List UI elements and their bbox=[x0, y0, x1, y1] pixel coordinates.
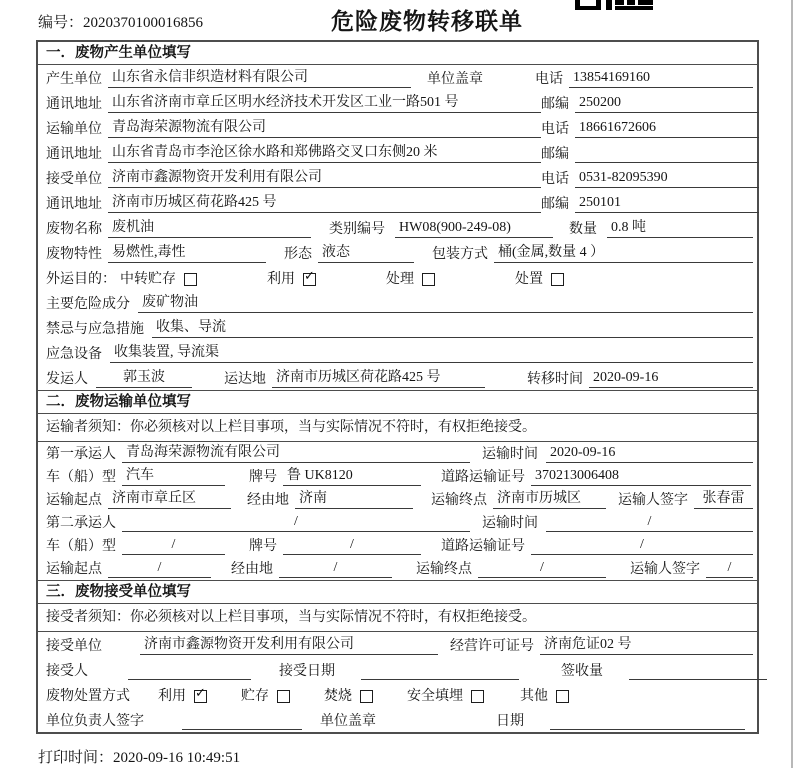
route-row bbox=[38, 488, 757, 511]
transfer-time-field: 2020-09-16 bbox=[589, 368, 753, 388]
license-label: 经营许可证号 bbox=[450, 639, 534, 654]
unit-seal-label: 单位盖章 bbox=[320, 714, 376, 729]
disposal-option-store bbox=[241, 686, 290, 707]
transporter-notice: 运输者须知：你必须核对以上栏目事项，当与实际情况不符时，有权拒绝接受。 bbox=[38, 414, 757, 442]
phone-field: 0531-82095390 bbox=[575, 168, 759, 188]
transfer-time-label: 转移时间 bbox=[527, 372, 583, 387]
unit-seal-label: 单位盖章 bbox=[427, 72, 483, 87]
serial-value: 2020370100016856 bbox=[83, 15, 204, 31]
date-label: 日期 bbox=[496, 714, 524, 729]
purpose-option-dispose bbox=[515, 269, 564, 290]
receiver-field: 济南市鑫源物资开发利用有限公司 bbox=[108, 168, 541, 188]
section3-header: 三．废物接受单位填写 bbox=[38, 581, 757, 604]
receiver-row bbox=[38, 165, 757, 190]
hazard-label: 主要危险成分 bbox=[46, 297, 130, 312]
producer-address-row bbox=[38, 90, 757, 115]
form-field: 液态 bbox=[318, 243, 414, 263]
section-producer bbox=[38, 42, 757, 390]
carrier-sign-label: 运输人签字 bbox=[618, 493, 688, 508]
origin-field: / bbox=[108, 558, 211, 578]
transporter-address-row bbox=[38, 140, 757, 165]
accept-date-field bbox=[361, 660, 519, 680]
serial-number-line bbox=[38, 11, 203, 32]
zip-label: 邮编 bbox=[541, 197, 569, 212]
receiver-address-row bbox=[38, 190, 757, 215]
carrier-label: 第一承运人 bbox=[46, 447, 116, 462]
receiving-unit-row bbox=[38, 632, 757, 657]
accept-date-label: 接受日期 bbox=[279, 664, 335, 679]
option-label: 焚烧 bbox=[324, 689, 352, 704]
purpose-option-utilize bbox=[267, 269, 316, 290]
receiver-label: 接受单位 bbox=[46, 639, 102, 654]
page-title: 危险废物转移联单 bbox=[331, 9, 523, 34]
plate-label: 牌号 bbox=[249, 539, 277, 554]
producer-row bbox=[38, 65, 757, 90]
transporter-field: 青岛海荣源物流有限公司 bbox=[108, 118, 541, 138]
address-label: 通讯地址 bbox=[46, 197, 102, 212]
producer-field: 山东省永信非织造材料有限公司 bbox=[108, 68, 411, 88]
waste-name-label: 废物名称 bbox=[46, 222, 102, 237]
category-field: HW08(900-249-08) bbox=[395, 218, 553, 238]
section-transporter bbox=[38, 390, 757, 580]
address-label: 通讯地址 bbox=[46, 147, 102, 162]
packaging-field: 桶(金属,数量 4 ） bbox=[494, 243, 753, 263]
vehicle-type-field: / bbox=[122, 535, 225, 555]
option-label: 贮存 bbox=[241, 689, 269, 704]
equipment-field: 收集装置, 导流渠 bbox=[110, 343, 753, 363]
end-field: / bbox=[478, 558, 606, 578]
via-field: 济南 bbox=[295, 489, 413, 509]
transporter-row bbox=[38, 115, 757, 140]
shipper-row bbox=[38, 365, 757, 390]
checkbox-icon bbox=[303, 273, 316, 286]
disposal-method-row bbox=[38, 682, 757, 707]
vehicle-row bbox=[38, 465, 757, 488]
characteristics-field: 易燃性,毒性 bbox=[108, 243, 266, 263]
transporter-label: 运输单位 bbox=[46, 122, 102, 137]
hazard-components-row bbox=[38, 290, 757, 315]
taboo-label: 禁忌与应急措施 bbox=[46, 322, 144, 337]
responsible-sign-field bbox=[182, 710, 302, 730]
disposal-label: 废物处置方式 bbox=[46, 689, 130, 704]
manifest-form-table bbox=[36, 40, 759, 734]
first-carrier-row bbox=[38, 442, 757, 465]
responsible-sign-label: 单位负责人签字 bbox=[46, 714, 144, 729]
carrier-field: 青岛海荣源物流有限公司 bbox=[122, 443, 470, 463]
phone-label: 电话 bbox=[541, 172, 569, 187]
checkbox-icon bbox=[194, 690, 207, 703]
zip-label: 邮编 bbox=[541, 97, 569, 112]
zip-label: 邮编 bbox=[541, 147, 569, 162]
vehicle-row-2 bbox=[38, 534, 757, 557]
receiver-notice: 接受者须知：你必须核对以上栏目事项，当与实际情况不符时，有权拒绝接受。 bbox=[38, 604, 757, 632]
characteristics-label: 废物特性 bbox=[46, 247, 102, 262]
carrier-field: / bbox=[122, 512, 470, 532]
equipment-label: 应急设备 bbox=[46, 347, 102, 362]
road-permit-field: / bbox=[531, 535, 753, 555]
hazard-field: 废矿物油 bbox=[138, 293, 753, 313]
option-label: 处理 bbox=[386, 272, 414, 287]
address-field: 山东省青岛市李沧区徐水路和郑佛路交叉口东侧20 米 bbox=[108, 143, 541, 163]
section1-header: 一．废物产生单位填写 bbox=[38, 42, 757, 65]
option-label: 利用 bbox=[267, 272, 295, 287]
waste-characteristics-row bbox=[38, 240, 757, 265]
print-time-value: 2020-09-16 10:49:51 bbox=[113, 750, 241, 766]
qr-module bbox=[627, 0, 635, 5]
print-time-line bbox=[38, 746, 240, 767]
checkbox-icon bbox=[184, 273, 197, 286]
quantity-field: 0.8 吨 bbox=[607, 218, 753, 238]
purpose-row bbox=[38, 265, 757, 290]
packaging-label: 包装方式 bbox=[432, 247, 488, 262]
address-field: 济南市历城区荷花路425 号 bbox=[108, 193, 541, 213]
checkbox-icon bbox=[556, 690, 569, 703]
serial-label: 编号： bbox=[38, 15, 84, 31]
shipper-label: 发运人 bbox=[46, 372, 88, 387]
via-field: / bbox=[279, 558, 392, 578]
disposal-option-utilize bbox=[158, 686, 207, 707]
emergency-equipment-row bbox=[38, 340, 757, 365]
checkbox-icon bbox=[422, 273, 435, 286]
zip-field: 250101 bbox=[575, 193, 759, 213]
transport-time-field: / bbox=[546, 512, 753, 532]
disposal-option-other bbox=[520, 686, 569, 707]
section2-header: 二．废物运输单位填写 bbox=[38, 391, 757, 414]
producer-label: 产生单位 bbox=[46, 72, 102, 87]
checkbox-icon bbox=[277, 690, 290, 703]
plate-label: 牌号 bbox=[249, 470, 277, 485]
destination-label: 运达地 bbox=[224, 372, 266, 387]
vehicle-type-label: 车（船）型 bbox=[46, 470, 116, 485]
end-field: 济南市历城区 bbox=[493, 489, 606, 509]
zip-field bbox=[575, 143, 759, 163]
vehicle-type-label: 车（船）型 bbox=[46, 539, 116, 554]
plate-field: 鲁 UK8120 bbox=[283, 466, 421, 486]
waste-name-row bbox=[38, 215, 757, 240]
page-edge-line bbox=[791, 0, 793, 768]
responsible-signature-row bbox=[38, 707, 757, 732]
carrier-sign-field: 张春雷 bbox=[694, 489, 753, 509]
acceptor-row bbox=[38, 657, 757, 682]
plate-field: / bbox=[283, 535, 421, 555]
purpose-option-treat bbox=[386, 269, 435, 290]
qr-module bbox=[638, 0, 653, 5]
qr-code-icon bbox=[575, 0, 657, 11]
acceptor-label: 接受人 bbox=[46, 664, 88, 679]
road-permit-field: 370213006408 bbox=[531, 466, 751, 486]
road-permit-label: 道路运输证号 bbox=[441, 539, 525, 554]
phone-label: 电话 bbox=[541, 122, 569, 137]
phone-field: 13854169160 bbox=[569, 68, 753, 88]
phone-field: 18661672606 bbox=[575, 118, 759, 138]
carrier-sign-label: 运输人签字 bbox=[630, 562, 700, 577]
disposal-option-incinerate bbox=[324, 686, 373, 707]
print-time-label: 打印时间： bbox=[38, 750, 114, 766]
date-field bbox=[550, 710, 745, 730]
route-row-2 bbox=[38, 557, 757, 580]
option-label: 利用 bbox=[158, 689, 186, 704]
option-label: 处置 bbox=[515, 272, 543, 287]
checkbox-icon bbox=[551, 273, 564, 286]
destination-field: 济南市历城区荷花路425 号 bbox=[272, 368, 485, 388]
zip-field: 250200 bbox=[575, 93, 759, 113]
taboo-field: 收集、导流 bbox=[152, 318, 753, 338]
option-label: 安全填埋 bbox=[407, 689, 463, 704]
category-label: 类别编号 bbox=[329, 222, 385, 237]
transport-time-label: 运输时间 bbox=[482, 447, 538, 462]
qr-module bbox=[615, 6, 653, 10]
transport-time-label: 运输时间 bbox=[482, 516, 538, 531]
carrier-sign-field: / bbox=[706, 558, 753, 578]
end-label: 运输终点 bbox=[431, 493, 487, 508]
via-label: 经由地 bbox=[231, 562, 273, 577]
emergency-measures-row bbox=[38, 315, 757, 340]
purpose-option-transfer-storage bbox=[120, 269, 197, 290]
address-label: 通讯地址 bbox=[46, 97, 102, 112]
phone-label: 电话 bbox=[535, 72, 563, 87]
disposal-option-landfill bbox=[407, 686, 484, 707]
shipper-field: 郭玉波 bbox=[96, 368, 192, 388]
carrier-label: 第二承运人 bbox=[46, 516, 116, 531]
second-carrier-row bbox=[38, 511, 757, 534]
qr-module bbox=[615, 0, 624, 5]
address-field: 山东省济南市章丘区明水经济技术开发区工业一路501 号 bbox=[108, 93, 541, 113]
section-receiver bbox=[38, 580, 757, 732]
via-label: 经由地 bbox=[247, 493, 289, 508]
purpose-label: 外运目的： bbox=[46, 272, 116, 287]
option-label: 其他 bbox=[520, 689, 548, 704]
license-field: 济南危证02 号 bbox=[540, 635, 753, 655]
origin-field: 济南市章丘区 bbox=[108, 489, 231, 509]
transport-time-field: 2020-09-16 bbox=[546, 443, 753, 463]
qr-module bbox=[606, 0, 612, 10]
vehicle-type-field: 汽车 bbox=[122, 466, 225, 486]
qr-frame-fragment bbox=[575, 0, 601, 10]
option-label: 中转贮存 bbox=[120, 272, 176, 287]
checkbox-icon bbox=[360, 690, 373, 703]
receiver-field: 济南市鑫源物资开发利用有限公司 bbox=[140, 635, 438, 655]
received-qty-field bbox=[629, 660, 767, 680]
road-permit-label: 道路运输证号 bbox=[441, 470, 525, 485]
origin-label: 运输起点 bbox=[46, 562, 102, 577]
origin-label: 运输起点 bbox=[46, 493, 102, 508]
receiver-label: 接受单位 bbox=[46, 172, 102, 187]
end-label: 运输终点 bbox=[416, 562, 472, 577]
received-qty-label: 签收量 bbox=[561, 664, 603, 679]
quantity-label: 数量 bbox=[569, 222, 597, 237]
checkbox-icon bbox=[471, 690, 484, 703]
form-label: 形态 bbox=[284, 247, 312, 262]
acceptor-field bbox=[128, 660, 251, 680]
waste-name-field: 废机油 bbox=[108, 218, 311, 238]
